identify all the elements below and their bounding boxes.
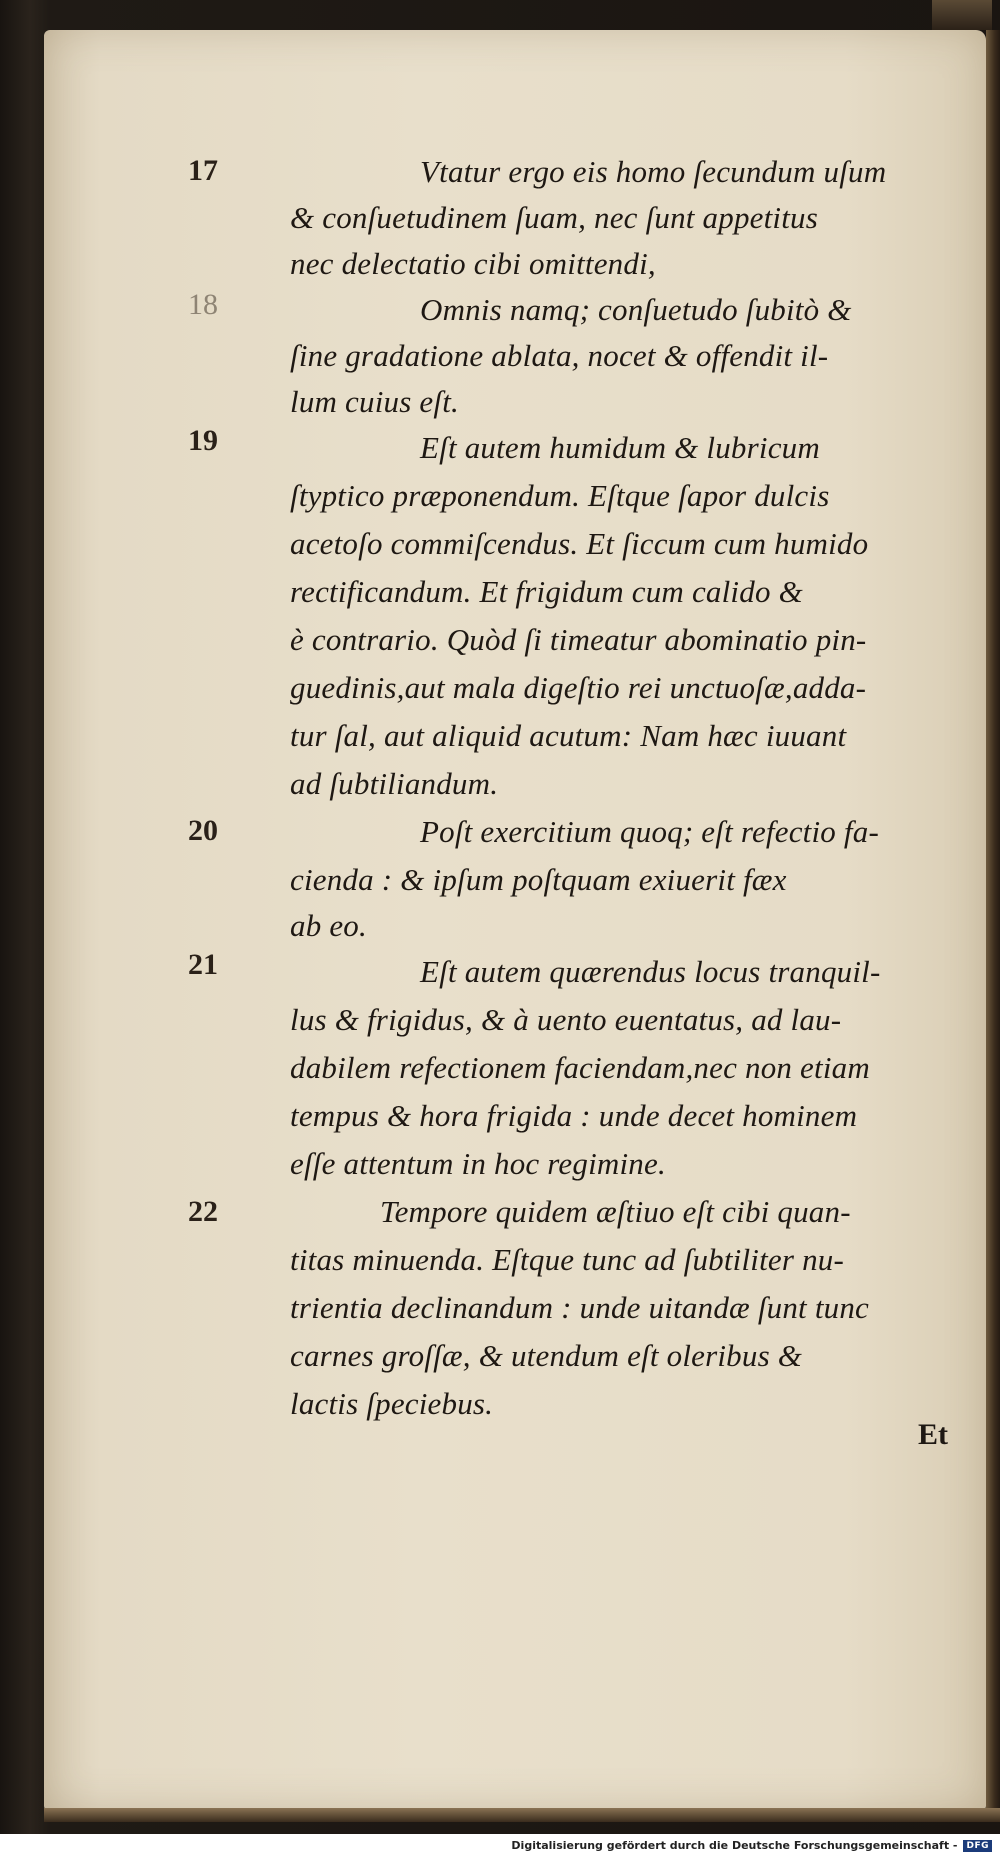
text-line: Omnis namq; conſuetudo ſubitò & (420, 292, 852, 327)
text-line: tempus & hora frigida : unde decet hominem (290, 1098, 858, 1133)
text-line: acetoſo commiſcendus. Et ſiccum cum humido (290, 526, 869, 561)
margin-number-19: 19 (188, 424, 218, 457)
text-line: lum cuius eſt. (290, 384, 459, 419)
text-line: titas minuenda. Eſtque tunc ad ſubtiliter nu- (290, 1242, 845, 1277)
margin-number-22: 22 (188, 1195, 218, 1228)
text-line: nec delectatio cibi omittendi, (290, 246, 656, 281)
text-line: dabilem refectionem faciendam,nec non etiam (290, 1050, 870, 1085)
margin-number-18: 18 (188, 288, 218, 321)
text-line: lus & frigidus, & à uento euentatus, ad lau- (290, 1002, 842, 1037)
text-line: Eſt autem humidum & lubricum (420, 430, 820, 465)
text-line: tur ſal, aut aliquid acutum: Nam hæc iuuant (290, 718, 847, 753)
text-line: Poſt exercitium quoq; eſt refectio fa- (420, 814, 879, 849)
book-edge-tab (932, 0, 992, 30)
text-line: ſtyptico præponendum. Eſtque ſapor dulcis (290, 478, 830, 513)
catchword: Et (918, 1418, 948, 1451)
text-line: carnes groſſæ, & utendum eſt oleribus & (290, 1338, 803, 1373)
dfg-logo: DFG (963, 1840, 992, 1852)
text-line: guedinis,aut mala digeſtio rei unctuoſæ,adda- (290, 670, 867, 705)
margin-number-17: 17 (188, 154, 218, 187)
text-line: rectificandum. Et frigidum cum calido & (290, 574, 803, 609)
footer-credit: Digitalisierung gefördert durch die Deutsche Forschungsgemeinschaft - (511, 1839, 958, 1852)
text-line: ad ſubtiliandum. (290, 766, 499, 801)
book-bottom-edge (44, 1808, 1000, 1822)
text-line: ab eo. (290, 908, 367, 943)
book-right-edge (986, 30, 1000, 1820)
text-line: è contrario. Quòd ſi timeatur abominatio pin- (290, 622, 867, 657)
text-line: trientia declinandum : unde uitandæ ſunt tunc (290, 1290, 869, 1325)
text-line: Eſt autem quærendus locus tranquil- (420, 954, 881, 989)
text-line: Vtatur ergo eis homo ſecundum uſum (420, 154, 887, 189)
text-line: Tempore quidem æſtiuo eſt cibi quan- (380, 1194, 851, 1229)
text-line: eſſe attentum in hoc regimine. (290, 1146, 666, 1181)
text-line: lactis ſpeciebus. (290, 1386, 494, 1421)
text-line: & conſuetudinem ſuam, nec ſunt appetitus (290, 200, 819, 235)
text-line: ſine gradatione ablata, nocet & offendit il- (290, 338, 829, 373)
margin-number-20: 20 (188, 814, 218, 847)
text-line: cienda : & ipſum poſtquam exiuerit fæx (290, 862, 787, 897)
margin-number-21: 21 (188, 948, 218, 981)
digitization-footer (0, 1834, 1000, 1857)
